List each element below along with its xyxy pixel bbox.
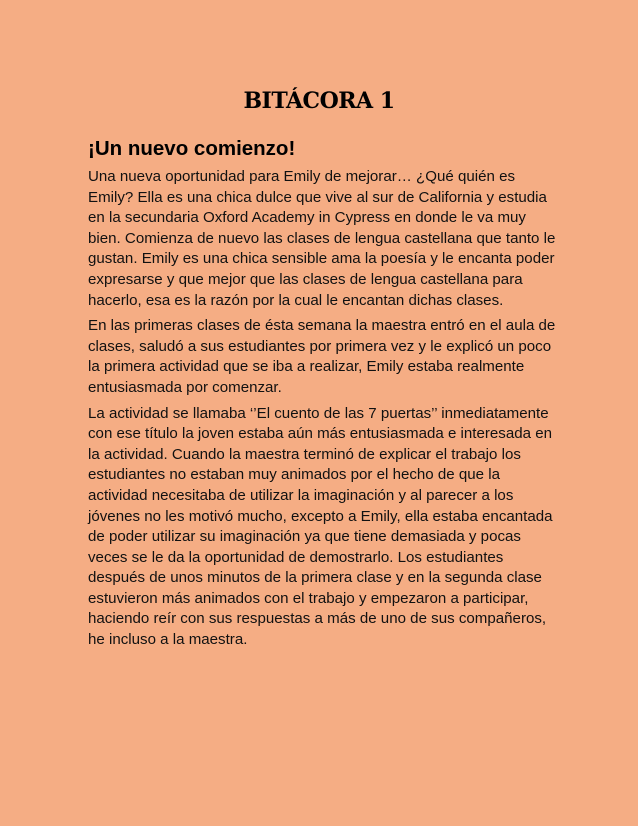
paragraph-activity: La actividad se llamaba ‘’El cuento de las 7 puertas’’ inmediatamente con ese título la joven estaba aún más entusiasmada e interesada en la actividad. Cuando la maestra terminó de explicar el trabajo los estudiantes no estaban muy animados por el hecho de que la actividad necesitaba de utilizar la imaginación y al parecer a los jóvenes no les motivó mucho, excepto a Emily, ella estaba encantada de poder utilizar su imaginación ya que tiene demasiada y pocas veces se le da la oportunidad de demostrarlo. Los estudiantes después de unos minutos de la primera clase y en la segunda clase estuvieron más animados con el trabajo y empezaron a participar, haciendo reír con sus respuestas a más de uno de sus compañeros, he incluso a la maestra. — [88, 404, 553, 649]
document-body — [88, 167, 558, 656]
paragraph-intro: Una nueva oportunidad para Emily de mejorar… ¿Qué quién es Emily? Ella es una chica dulce que vive al sur de California y estudia en la secundaria Oxford Academy in Cypress en donde le va muy bien. Comienza de nuevo las clases de lengua castellana que tanto le gustan. Emily es una chica sensible ama la poesía y le encanta poder expresarse y que mejor que las clases de lengua castellana para hacerlo, esa es la razón por la cual le encantan dichas clases. — [88, 168, 556, 309]
document-title: BITÁCORA 1 — [243, 88, 395, 114]
paragraph-first-classes: En las primeras clases de ésta semana la maestra entró en el aula de clases, saludó a sus estudiantes por primera vez y le explicó un poco la primera actividad que se iba a realizar, Emily estaba realmente entusiasmada por comenzar. — [88, 317, 556, 396]
section-heading: ¡Un nuevo comienzo! — [88, 137, 296, 160]
